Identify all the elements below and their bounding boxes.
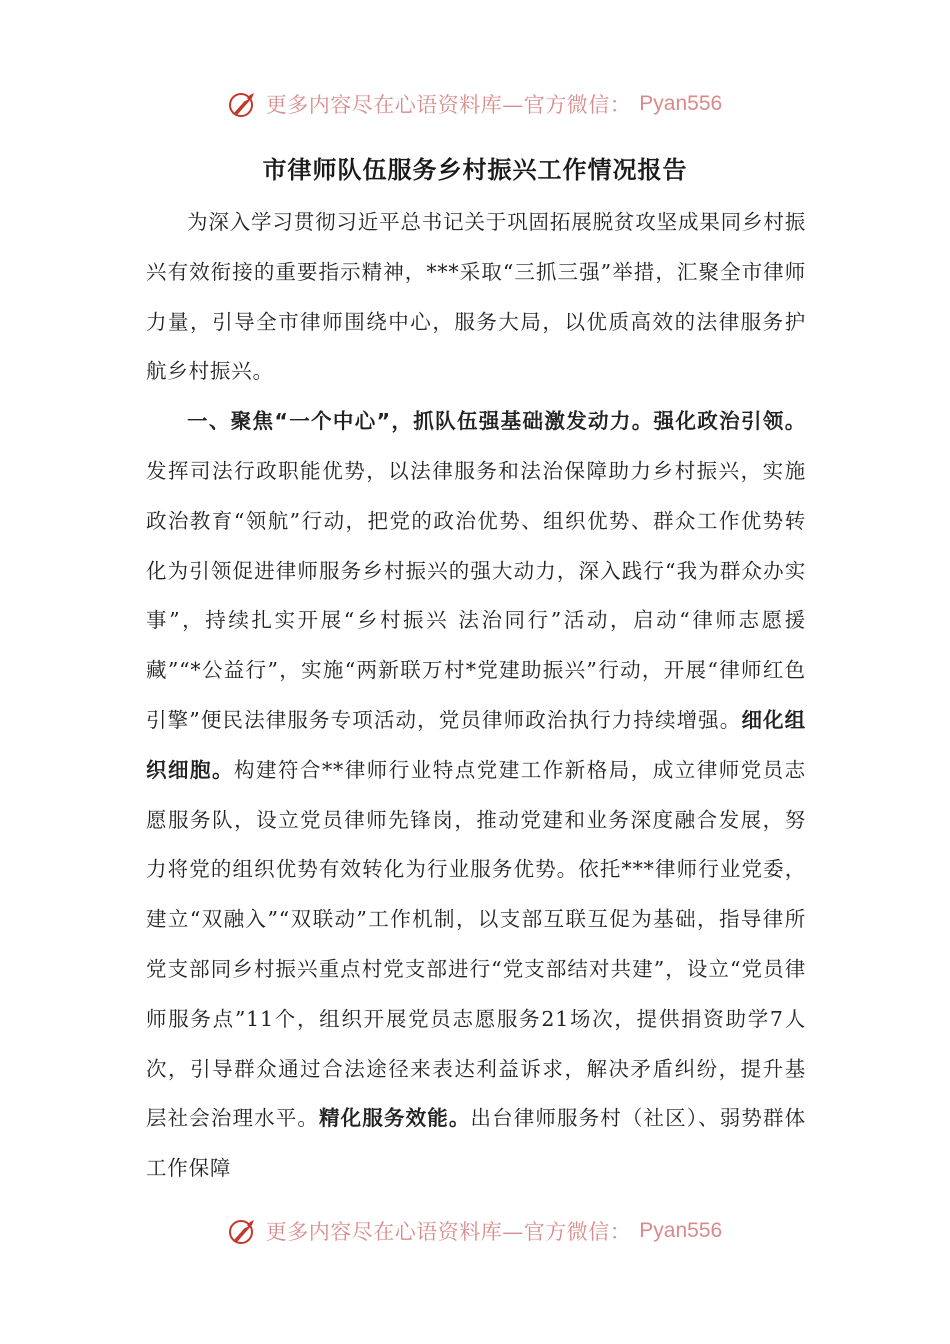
sub-3-title: 精化服务效能。 <box>319 1106 471 1131</box>
watermark-footer <box>0 1211 950 1251</box>
document-title: 市律师队伍服务乡村振兴工作情况报告 <box>262 156 688 184</box>
section-1-heading: 一、聚焦“一个中心”，抓队伍强基础激发动力。 <box>187 409 654 434</box>
document-body <box>146 198 806 1194</box>
intro-paragraph: 为深入学习贯彻习近平总书记关于巩固拓展脱贫攻坚成果同乡村振兴有效衔接的重要指示精神，***采取“三抓三强”举措，汇聚全市律师力量，引导全市律师围绕中心，服务大局，以优质高效的法律服务护航乡村振兴。 <box>146 210 806 384</box>
watermark-text: 更多内容尽在心语资料库—官方微信： <box>265 93 632 117</box>
sub-3-text: 出台律师服务村（社区）、弱势群体工作保障 <box>146 1106 806 1181</box>
sub-1-title: 强化政治引领。 <box>653 409 806 434</box>
quill-pen-logo-icon <box>228 89 258 119</box>
watermark-text: 更多内容尽在心语资料库—官方微信： <box>265 1220 632 1244</box>
sub-1-text: 发挥司法行政职能优势，以法律服务和法治保障助力乡村振兴，实施政治教育“领航”行动，把党的政治优势、组织优势、群众工作优势转化为引领促进律师服务乡村振兴的强大动力，深入践行“我为群众办实事”，持续扎实开展“乡村振兴 法治同行”活动，启动“律师志愿援藏”“*公益行”，实施“两新联万村*党建助振兴”行动，开展“律师红色引擎”便民法律服务专项活动，党员律师政治执行力持续增强。 <box>146 458 806 732</box>
watermark-header <box>0 84 950 124</box>
sub-2-title: 细化组织细胞。 <box>146 707 806 782</box>
watermark-handle: Pyan556 <box>639 92 723 115</box>
section-1-paragraph <box>146 397 806 1194</box>
quill-pen-logo-icon <box>228 1216 258 1246</box>
watermark-handle: Pyan556 <box>639 1219 723 1242</box>
sub-2-text: 构建符合**律师行业特点党建工作新格局，成立律师党员志愿服务队，设立党员律师先锋岗，推动党建和业务深度融合发展，努力将党的组织优势有效转化为行业服务优势。依托***律师行业党委，建立“双融入”“双联动”工作机制，以支部互联互促为基础，指导律所党支部同乡村振兴重点村党支部进行“党支部结对共建”，设立“党员律师服务点”11个，组织开展党员志愿服务21场次，提供捐资助学7人次，引导群众通过合法途径来表达利益诉求，解决矛盾纠纷，提升基层社会治理水平。 <box>146 757 806 1131</box>
